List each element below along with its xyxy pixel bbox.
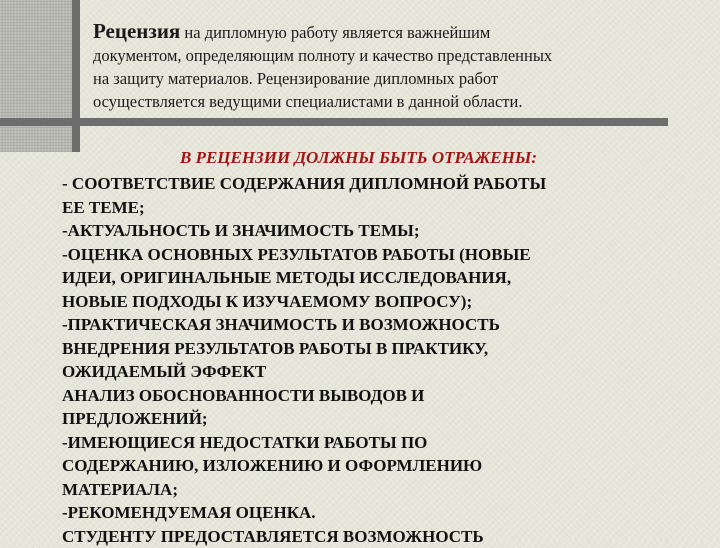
list-line: -АКТУАЛЬНОСТЬ И ЗНАЧИМОСТЬ ТЕМЫ;: [62, 221, 420, 240]
intro-line-1: [93, 20, 703, 44]
vertical-rule: [72, 0, 80, 152]
list-line-cut-off: СТУДЕНТУ ПРЕДОСТАВЛЯЕТСЯ ВОЗМОЖНОСТЬ: [62, 526, 484, 546]
list-line: СОДЕРЖАНИЮ, ИЗЛОЖЕНИЮ И ОФОРМЛЕНИЮ: [62, 456, 483, 475]
list-line: -ПРАКТИЧЕСКАЯ ЗНАЧИМОСТЬ И ВОЗМОЖНОСТЬ: [62, 315, 500, 334]
list-line: ОЖИДАЕМЫЙ ЭФФЕКТ: [62, 362, 267, 381]
intro-paragraph: [93, 20, 703, 113]
list-line: -РЕКОМЕНДУЕМАЯ ОЦЕНКА.: [62, 503, 316, 522]
intro-lead-word: Рецензия: [93, 19, 181, 43]
list-line: ИДЕИ, ОРИГИНАЛЬНЫЕ МЕТОДЫ ИССЛЕДОВАНИЯ,: [62, 268, 512, 287]
list-line: ЕЕ ТЕМЕ;: [62, 197, 145, 217]
intro-line-4: осуществляется ведущими специалистами в данной области.: [93, 92, 523, 111]
section-heading: В РЕЦЕНЗИИ ДОЛЖНЫ БЫТЬ ОТРАЖЕНЫ:: [180, 148, 538, 167]
list-line: ПРЕДЛОЖЕНИЙ;: [62, 409, 208, 428]
list-line: НОВЫЕ ПОДХОДЫ К ИЗУЧАЕМОМУ ВОПРОСУ);: [62, 291, 473, 311]
list-line: - СООТВЕТСТВИЕ СОДЕРЖАНИЯ ДИПЛОМНОЙ РАБОТЫ: [62, 174, 547, 193]
requirements-list: [62, 172, 712, 546]
decorative-left-bar: [0, 0, 72, 152]
horizontal-rule: [0, 118, 668, 126]
list-line: -ОЦЕНКА ОСНОВНЫХ РЕЗУЛЬТАТОВ РАБОТЫ (НОВЫЕ: [62, 244, 531, 264]
intro-line-1-rest: на дипломную работу является важнейшим: [180, 23, 491, 42]
list-line: -ИМЕЮЩИЕСЯ НЕДОСТАТКИ РАБОТЫ ПО: [62, 432, 428, 452]
list-line: АНАЛИЗ ОБОСНОВАННОСТИ ВЫВОДОВ И: [62, 385, 425, 405]
intro-line-3: на защиту материалов. Рецензирование дипломных работ: [93, 69, 499, 88]
list-line: ВНЕДРЕНИЯ РЕЗУЛЬТАТОВ РАБОТЫ В ПРАКТИКУ,: [62, 338, 489, 358]
intro-line-2: документом, определяющим полноту и качество представленных: [93, 46, 553, 65]
list-line: МАТЕРИАЛА;: [62, 479, 178, 499]
